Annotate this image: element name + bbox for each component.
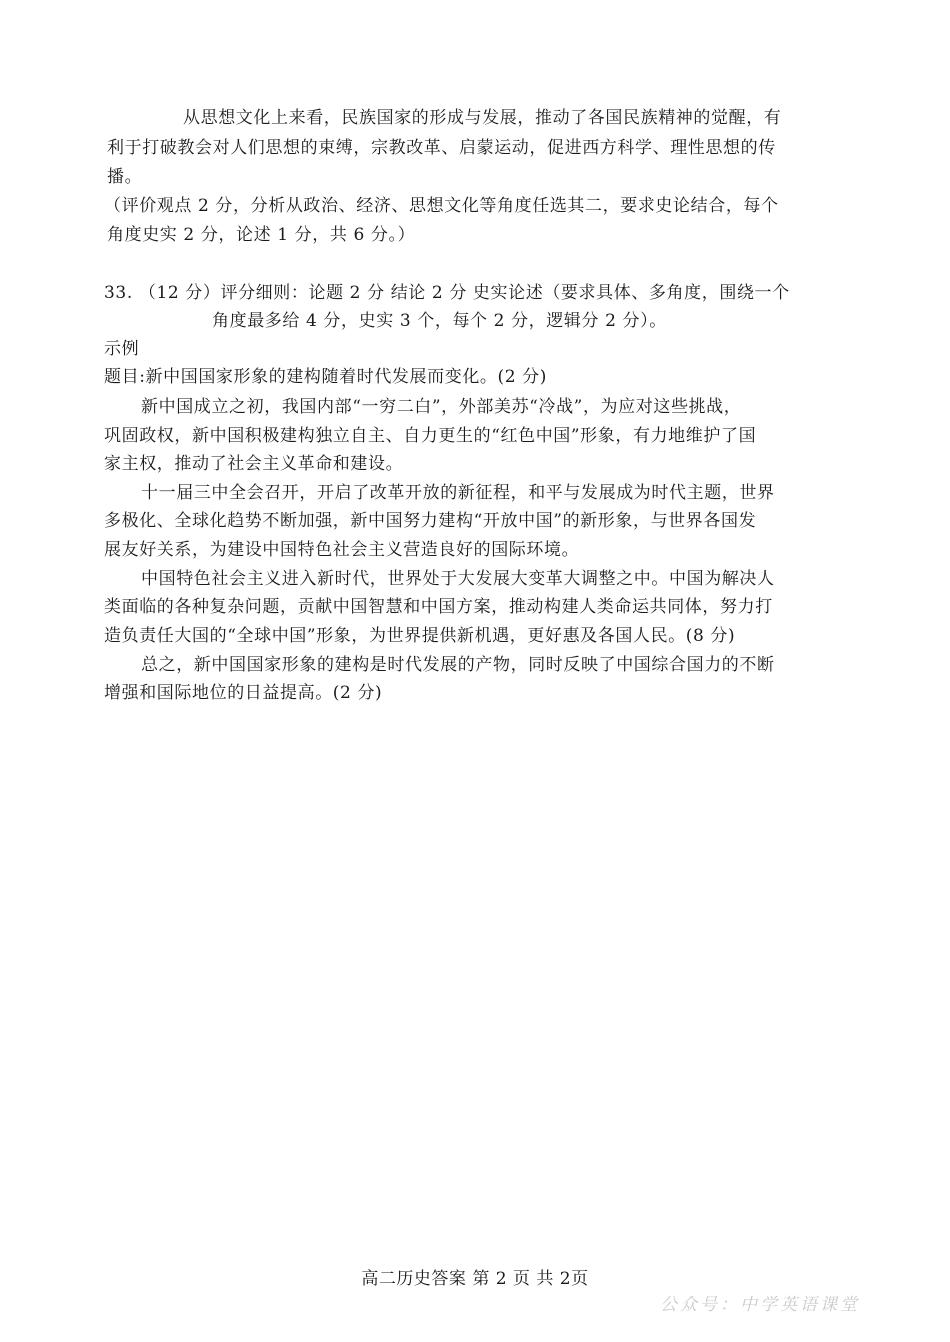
paragraph-line: 新中国成立之初，我国内部“一穷二白”，外部美苏“冷战”，为应对这些挑战， (141, 397, 742, 417)
paragraph-line: 播。 (107, 167, 143, 187)
paragraph-line: 巩固政权，新中国积极建构独立自主、自力更生的“红色中国”形象，有力地维护了国 (104, 426, 757, 446)
scoring-note-line: （评价观点 2 分，分析从政治、经济、思想文化等角度任选其二，要求史论结合，每个 (104, 196, 779, 216)
paragraph-line: 中国特色社会主义进入新时代，世界处于大发展大变革大调整之中。中国为解决人 (141, 569, 775, 589)
paragraph-line: 造负责任大国的“全球中国”形象，为世界提供新机遇，更好惠及各国人民。(8 分) (104, 626, 736, 646)
paragraph-line: 利于打破教会对人们思想的束缚，宗教改革、启蒙运动，促进西方科学、理性思想的传 (107, 138, 776, 158)
paragraph-line: 十一届三中全会召开，开启了改革开放的新征程，和平与发展成为时代主题，世界 (141, 483, 775, 503)
paragraph-line: 展友好关系，为建设中国特色社会主义营造良好的国际环境。 (104, 540, 580, 560)
paragraph-line: 家主权，推动了社会主义革命和建设。 (104, 454, 404, 474)
paragraph-line: 总之，新中国国家形象的建构是时代发展的产物，同时反映了中国综合国力的不断 (141, 655, 775, 675)
question-33-header: 角度最多给 4 分，史实 3 个，每个 2 分，逻辑分 2 分）。 (212, 311, 667, 331)
paragraph-line: 类面临的各种复杂问题，贡献中国智慧和中国方案，推动构建人类命运共同体，努力打 (104, 597, 773, 617)
question-33-header: 33. （12 分）评分细则：论题 2 分 结论 2 分 史实论述（要求具体、多角度，围绕一个 (104, 283, 790, 303)
scoring-note-line: 角度史实 2 分，论述 1 分，共 6 分。） (107, 225, 416, 245)
example-label: 示例 (104, 339, 140, 359)
paragraph-line: 多极化、全球化趋势不断加强，新中国努力建构“开放中国”的新形象，与世界各国发 (104, 511, 757, 531)
paragraph-line: 从思想文化上来看，民族国家的形成与发展，推动了各国民族精神的觉醒，有 (183, 108, 782, 128)
paragraph-line: 增强和国际地位的日益提高。(2 分) (104, 683, 383, 703)
page-footer: 高二历史答案 第 2 页 共 2页 (361, 1269, 589, 1289)
topic-line: 题目:新中国国家形象的建构随着时代发展而变化。(2 分) (104, 367, 548, 387)
watermark-text: 公众号：中学英语课堂 (660, 1295, 860, 1315)
